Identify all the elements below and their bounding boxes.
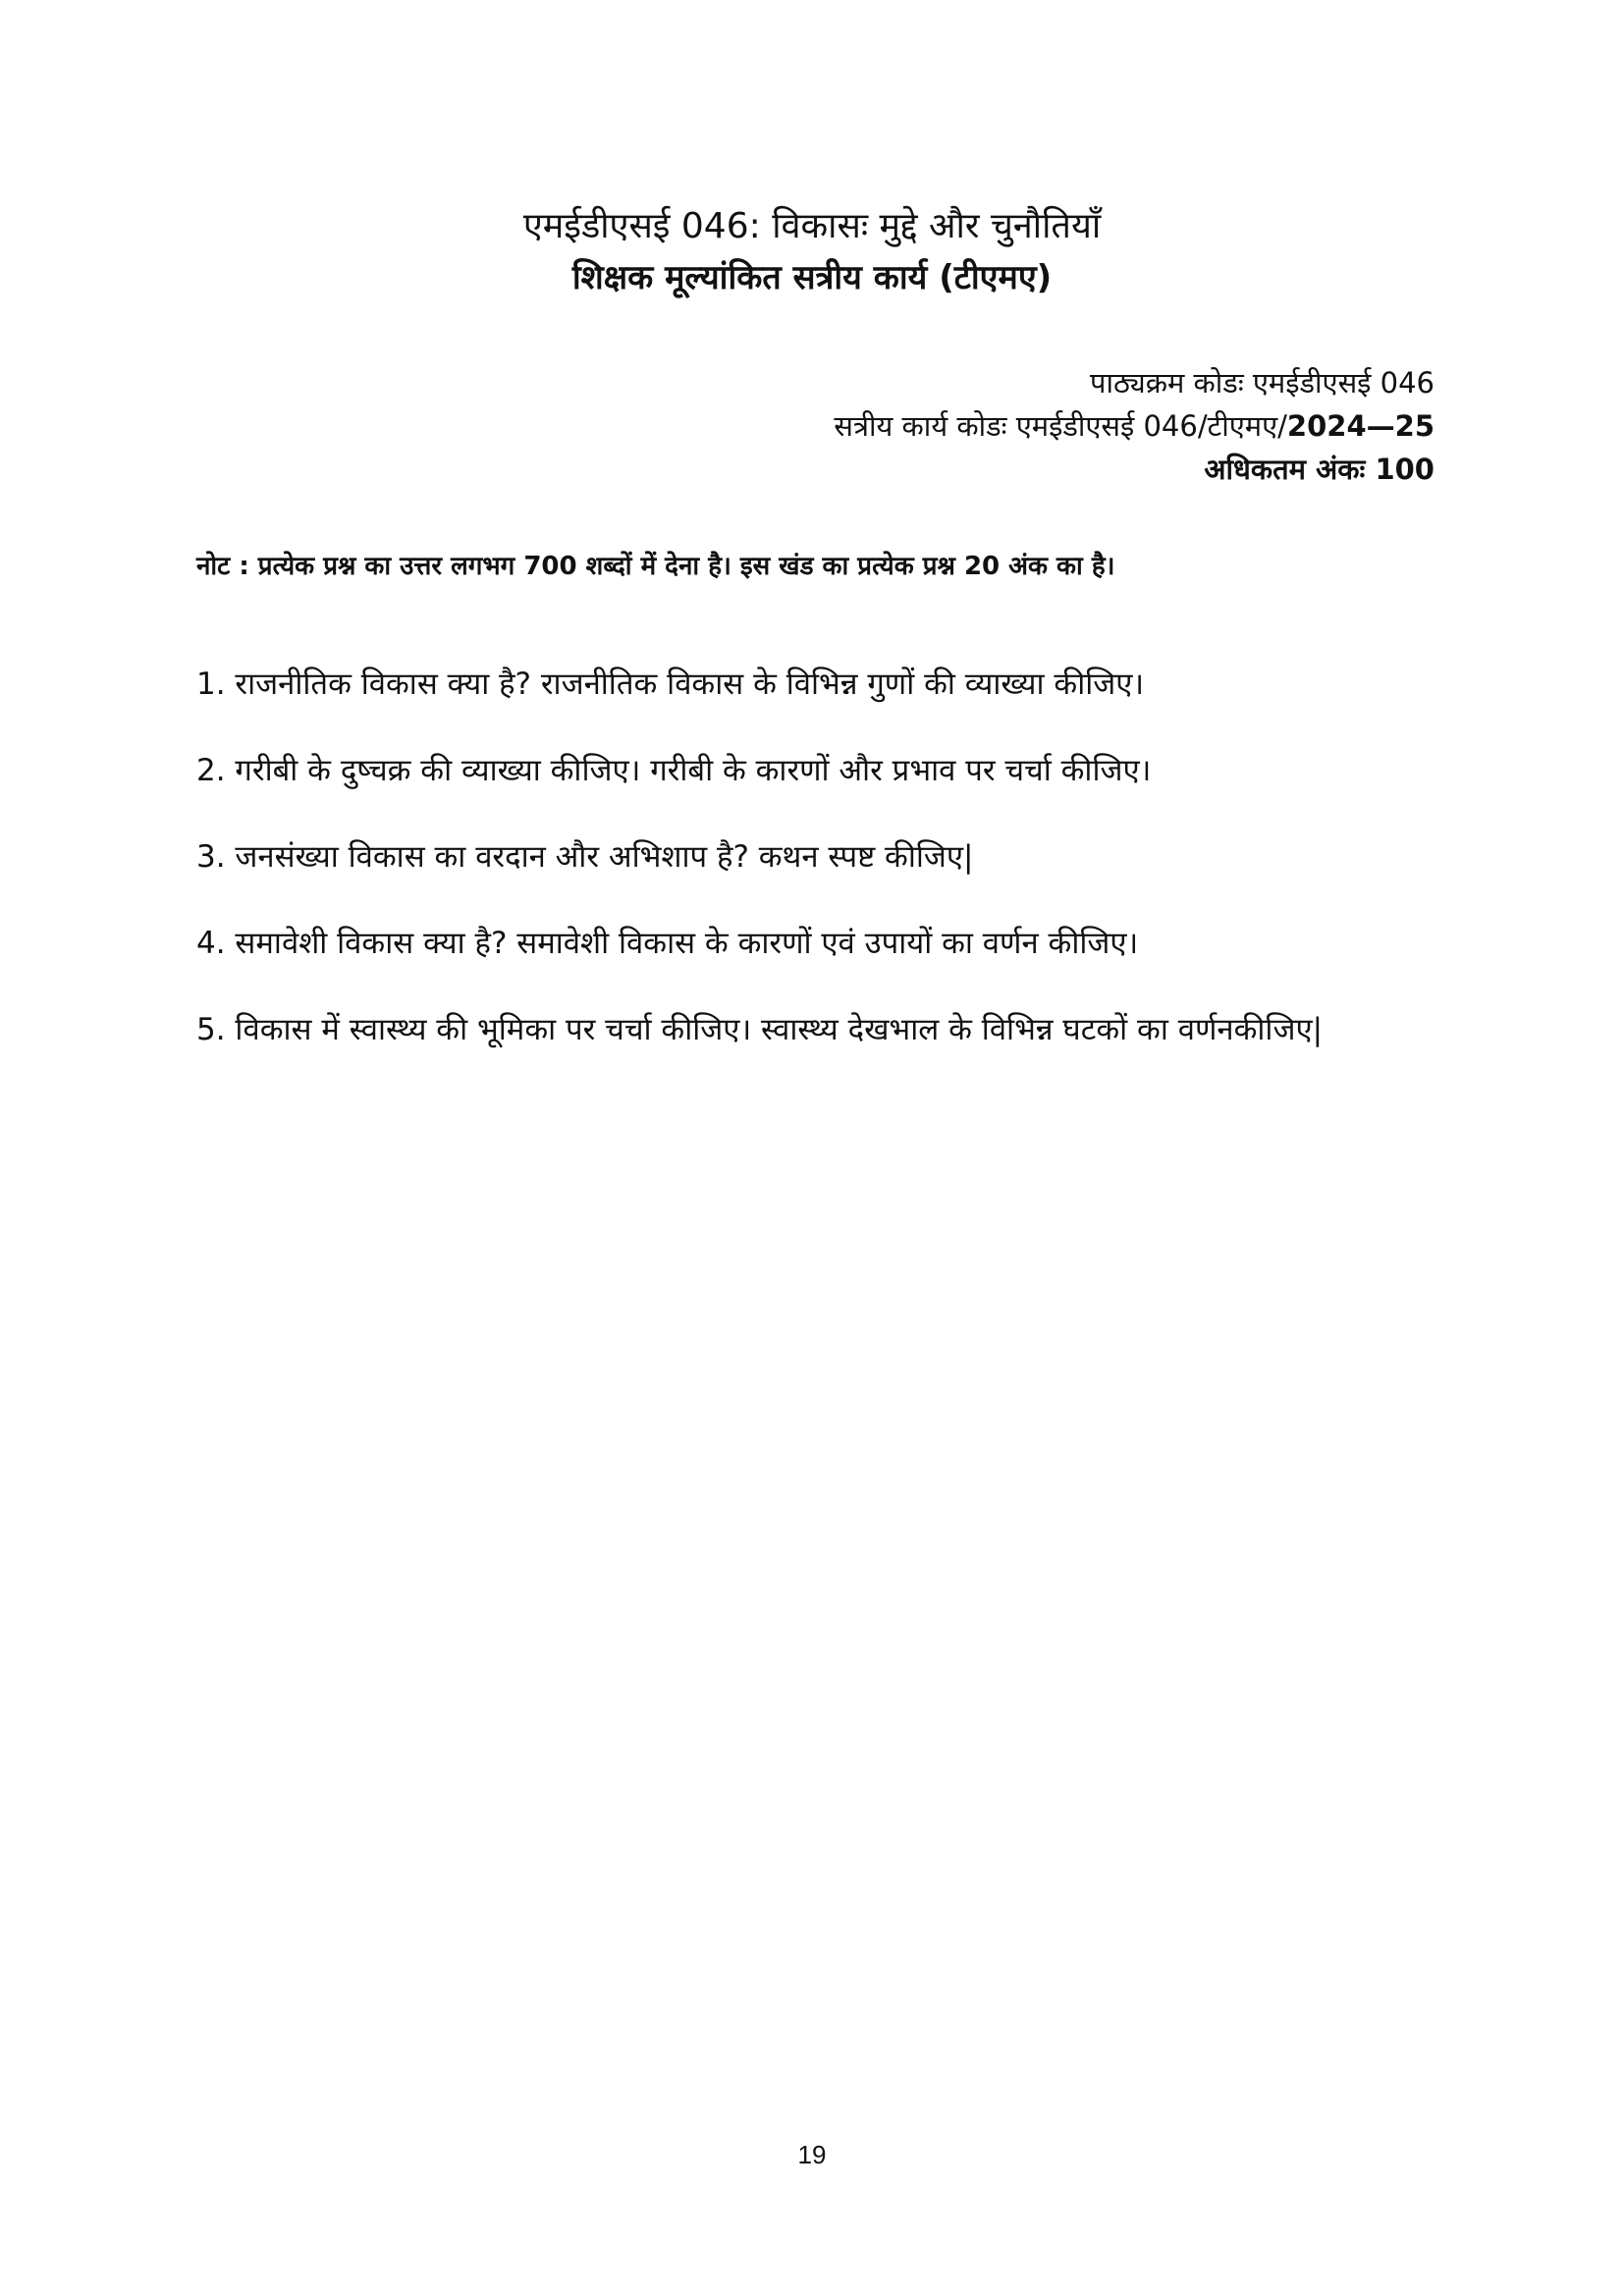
question-item: 2. गरीबी के दुष्चक्र की व्याख्या कीजिए। गरीबी के कारणों और प्रभाव पर चर्चा कीजिए। xyxy=(196,753,1152,788)
document-title: एमईडीएसई 046: विकासः मुद्दे और चुनौतियाँ xyxy=(522,206,1102,246)
assignment-code-year: 2024—25 xyxy=(1286,409,1435,443)
assignment-meta xyxy=(834,361,1435,491)
title-block xyxy=(0,201,1624,303)
question-list xyxy=(196,663,1424,1095)
question-item: 5. विकास में स्वास्थ्य की भूमिका पर चर्चा कीजिए। स्वास्थ्य देखभाल के विभिन्न घटकों का वर्णनकीजिए| xyxy=(196,1012,1324,1047)
max-marks: अधिकतम अंकः 100 xyxy=(1204,453,1435,486)
page-number: 19 xyxy=(797,2140,827,2169)
assignment-code xyxy=(834,404,1435,448)
question-item: 1. राजनीतिक विकास क्या है? राजनीतिक विकास के विभिन्न गुणों की व्याख्या कीजिए। xyxy=(196,667,1145,702)
instruction-note: नोट : प्रत्येक प्रश्न का उत्तर लगभग 700 शब्दों में देना है। इस खंड का प्रत्येक प्रश्न 20 अंक का है। xyxy=(196,552,1115,581)
course-code: पाठ्यक्रम कोडः एमईडीएसई 046 xyxy=(1089,366,1435,400)
assignment-code-label: सत्रीय कार्य कोडः एमईडीएसई 046/टीएमए/ xyxy=(834,409,1287,443)
question-item: 4. समावेशी विकास क्या है? समावेशी विकास के कारणों एवं उपायों का वर्णन कीजिए। xyxy=(196,926,1139,961)
question-item: 3. जनसंख्या विकास का वरदान और अभिशाप है? कथन स्पष्ट कीजिए| xyxy=(196,839,974,875)
document-subtitle: शिक्षक मूल्यांकित सत्रीय कार्य (टीएमए) xyxy=(571,258,1053,297)
